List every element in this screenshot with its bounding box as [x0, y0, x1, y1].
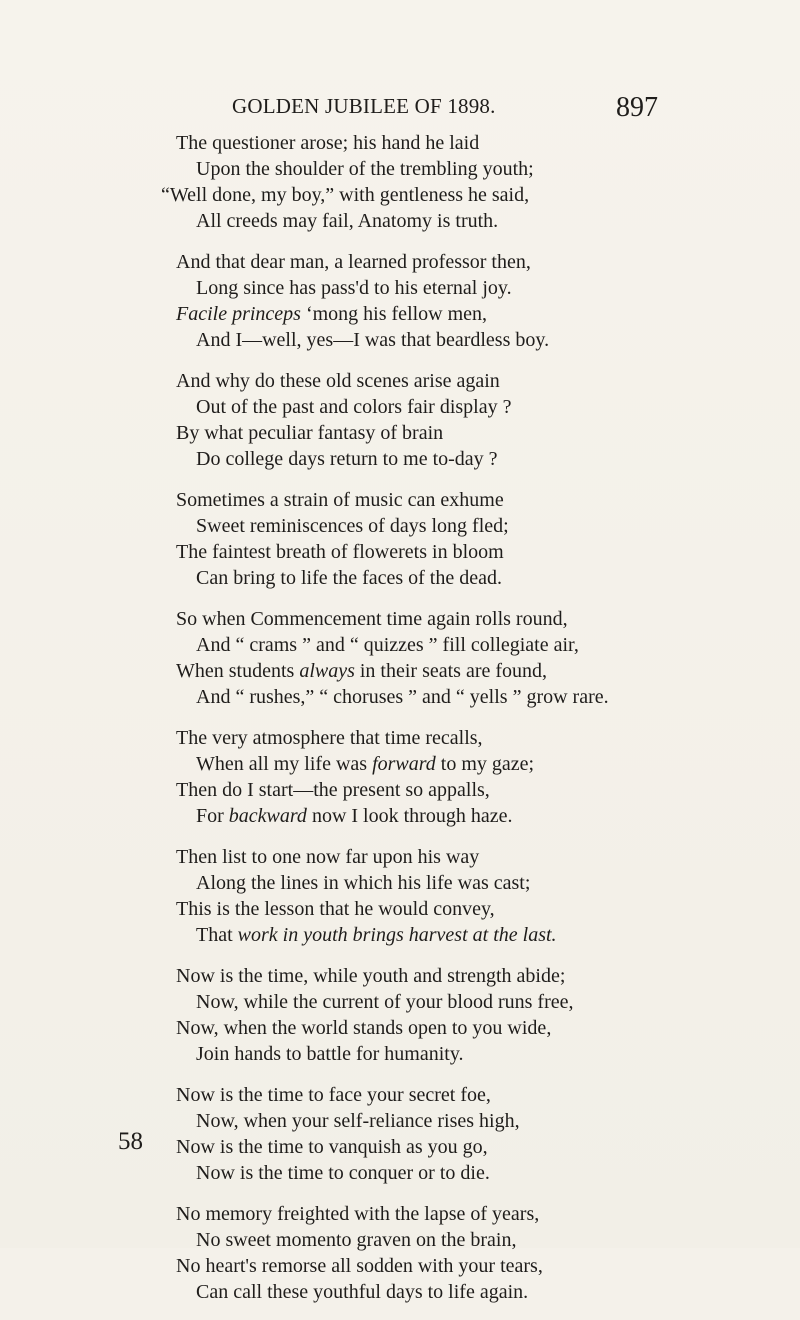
line-fragment: That	[196, 924, 238, 946]
footer-page-number: 58	[118, 1128, 143, 1155]
line-fragment: in their seats are found,	[354, 660, 548, 682]
poem-line: Do college days return to me to-day ?	[196, 448, 498, 470]
stanza-4	[176, 487, 696, 591]
poem-line: The faintest breath of flowerets in bloom	[176, 541, 504, 563]
poem-line: Now, while the current of your blood runs free,	[196, 991, 574, 1013]
line-fragment: When all my life was	[196, 753, 373, 775]
stanza-3	[176, 368, 696, 472]
poem-line: Out of the past and colors fair display ?	[196, 396, 512, 418]
running-header: GOLDEN JUBILEE OF 1898.	[232, 94, 496, 118]
line-fragment: For	[196, 805, 229, 827]
stanza-10	[176, 1201, 696, 1305]
poem-line: This is the lesson that he would convey,	[176, 898, 495, 920]
poem-line: And why do these old scenes arise again	[176, 370, 500, 392]
poem-line: And “ rushes,” “ choruses ” and “ yells ” grow rare.	[196, 686, 609, 708]
stanza-1	[161, 130, 696, 234]
poem-line	[176, 803, 696, 829]
page-number: 897	[616, 92, 658, 123]
italic-word: always	[299, 660, 355, 682]
poem-line: Then list to one now far upon his way	[176, 846, 480, 868]
poem-line: Then do I start—the present so appalls,	[176, 779, 490, 801]
poem-line	[176, 922, 696, 948]
poem-line: The very atmosphere that time recalls,	[176, 727, 483, 749]
stanza-5	[176, 606, 696, 710]
stanza-2	[176, 249, 696, 353]
poem-line: No sweet momento graven on the brain,	[196, 1229, 517, 1251]
poem-line: Can call these youthful days to life again.	[196, 1281, 529, 1303]
italic-word: forward	[372, 753, 436, 775]
poem-line: Now, when the world stands open to you wide,	[176, 1017, 552, 1039]
italic-phrase: Facile princeps	[176, 303, 301, 325]
poem-line: And that dear man, a learned professor then,	[176, 251, 531, 273]
stanza-7	[176, 844, 696, 948]
poem-line: Upon the shoulder of the trembling youth;	[196, 158, 534, 180]
poem-line: No heart's remorse all sodden with your tears,	[176, 1255, 543, 1277]
poem-line: Along the lines in which his life was cast;	[196, 872, 531, 894]
poem	[161, 130, 696, 1320]
poem-line: The questioner arose; his hand he laid	[176, 132, 480, 154]
italic-word: backward	[228, 805, 307, 827]
line-fragment: ‘mong his fellow men,	[305, 303, 488, 325]
poem-line: Sometimes a strain of music can exhume	[176, 489, 504, 511]
poem-line: No memory freighted with the lapse of years,	[176, 1203, 540, 1225]
poem-line: So when Commencement time again rolls round,	[176, 608, 568, 630]
poem-line: Now, when your self-reliance rises high,	[196, 1110, 520, 1132]
poem-line: And “ crams ” and “ quizzes ” fill collegiate air,	[196, 634, 579, 656]
italic-phrase: work in youth brings harvest at the last.	[237, 924, 557, 946]
poem-line: Can bring to life the faces of the dead.	[196, 567, 502, 589]
poem-line: All creeds may fail, Anatomy is truth.	[196, 210, 499, 232]
poem-line: Now is the time to conquer or to die.	[196, 1162, 490, 1184]
stanza-6	[176, 725, 696, 829]
poem-line	[176, 301, 696, 327]
poem-line	[176, 658, 696, 684]
line-fragment: When students	[176, 660, 300, 682]
line-fragment: to my gaze;	[435, 753, 535, 775]
poem-line: And I—well, yes—I was that beardless boy.	[196, 329, 550, 351]
poem-line: Sweet reminiscences of days long fled;	[196, 515, 509, 537]
stanza-8	[176, 963, 696, 1067]
line-fragment: now I look through haze.	[306, 805, 513, 827]
poem-line	[176, 751, 696, 777]
poem-line: Now is the time to vanquish as you go,	[176, 1136, 488, 1158]
poem-line: Long since has pass'd to his eternal joy.	[196, 277, 512, 299]
poem-line: By what peculiar fantasy of brain	[176, 422, 444, 444]
stanza-9	[176, 1082, 696, 1186]
poem-line: Now is the time, while youth and strength abide;	[176, 965, 566, 987]
poem-line: Join hands to battle for humanity.	[196, 1043, 464, 1065]
poem-line: “Well done, my boy,” with gentleness he said,	[161, 184, 530, 206]
poem-line: Now is the time to face your secret foe,	[176, 1084, 491, 1106]
